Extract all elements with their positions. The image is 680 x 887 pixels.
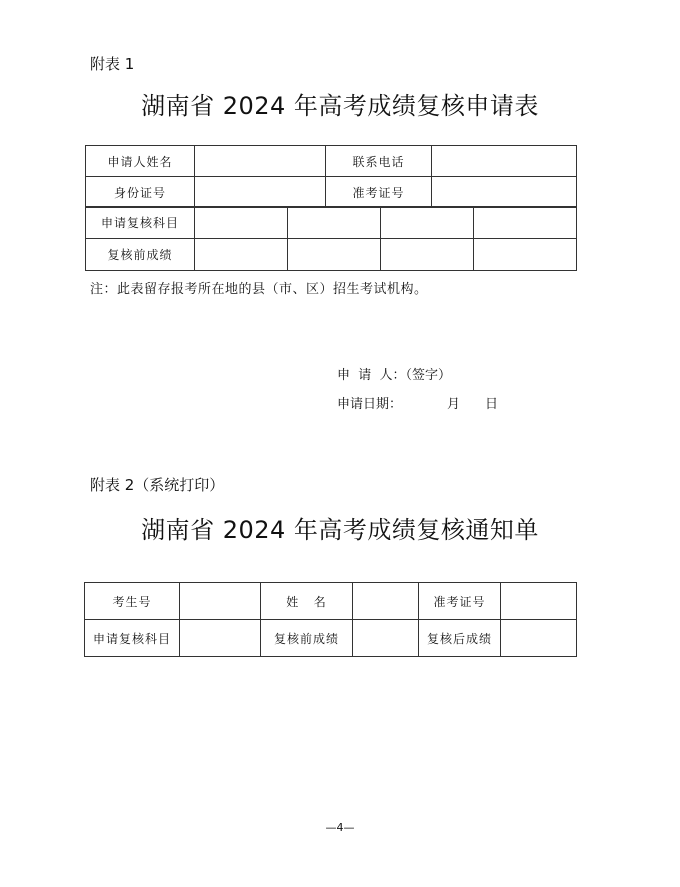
review-subject-label: 申请复核科目	[85, 620, 180, 657]
appendix2-title: 湖南省 2024 年高考成绩复核通知单	[141, 516, 539, 544]
score-before-field-3[interactable]	[381, 239, 474, 271]
appendix1-label: 附表 1	[90, 55, 135, 73]
table-row	[85, 620, 577, 657]
score-before-field-4[interactable]	[474, 239, 577, 271]
table-row	[86, 239, 577, 271]
id-number-field[interactable]	[195, 177, 326, 208]
month-label: 月	[447, 397, 461, 412]
appendix1-title: 湖南省 2024 年高考成绩复核申请表	[141, 92, 539, 120]
score-after-field[interactable]	[501, 620, 577, 657]
score-before-field[interactable]	[353, 620, 419, 657]
score-before-field-1[interactable]	[195, 239, 288, 271]
table-row	[86, 207, 577, 239]
review-subject-field-2[interactable]	[288, 207, 381, 239]
application-date-label: 申请日期：	[337, 397, 403, 412]
signature-hint: （签字）	[405, 368, 452, 383]
score-before-field-2[interactable]	[288, 239, 381, 271]
applicant-signature-line	[337, 364, 451, 383]
review-subject-field-4[interactable]	[474, 207, 577, 239]
score-before-label: 复核前成绩	[86, 239, 195, 271]
phone-label: 联系电话	[326, 146, 432, 177]
exam-ticket-field[interactable]	[501, 583, 577, 620]
exam-ticket-field[interactable]	[432, 177, 577, 208]
page-number: —4—	[325, 821, 355, 834]
day-label: 日	[485, 397, 499, 412]
candidate-number-field[interactable]	[180, 583, 261, 620]
name-label: 姓 名	[261, 583, 353, 620]
review-subject-field-1[interactable]	[195, 207, 288, 239]
review-subject-label: 申请复核科目	[86, 207, 195, 239]
candidate-number-label: 考生号	[85, 583, 180, 620]
application-form-table-bottom	[85, 206, 577, 271]
table-row	[85, 583, 577, 620]
applicant-name-field[interactable]	[195, 146, 326, 177]
name-field[interactable]	[353, 583, 419, 620]
table-row	[86, 146, 577, 177]
exam-ticket-label: 准考证号	[419, 583, 501, 620]
notice-table	[84, 582, 577, 657]
review-subject-field[interactable]	[180, 620, 261, 657]
id-number-label: 身份证号	[86, 177, 195, 208]
table-row	[86, 177, 577, 208]
score-before-label: 复核前成绩	[261, 620, 353, 657]
application-form-table-top	[85, 145, 577, 208]
retention-note: 注：此表留存报考所在地的县（市、区）招生考试机构。	[90, 282, 428, 297]
applicant-name-label: 申请人姓名	[86, 146, 195, 177]
score-after-label: 复核后成绩	[419, 620, 501, 657]
phone-field[interactable]	[432, 146, 577, 177]
applicant-label: 申 请 人：	[337, 368, 406, 383]
exam-ticket-label: 准考证号	[326, 177, 432, 208]
review-subject-field-3[interactable]	[381, 207, 474, 239]
appendix2-label: 附表 2（系统打印）	[90, 476, 225, 494]
